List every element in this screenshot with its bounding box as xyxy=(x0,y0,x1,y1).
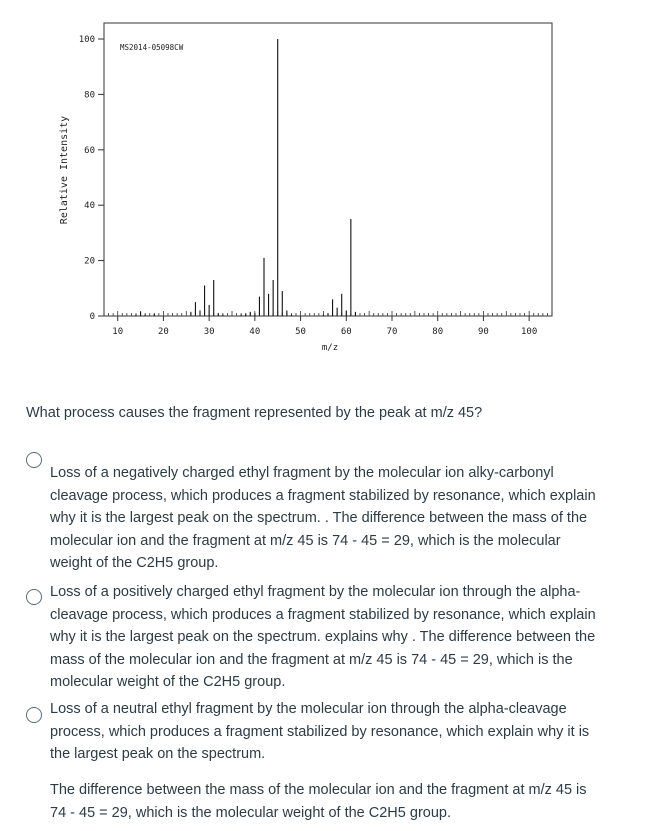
x-tick-label: 80 xyxy=(432,327,444,337)
option-2-radio[interactable] xyxy=(26,589,42,605)
x-tick-label: 10 xyxy=(112,327,124,337)
y-tick-label: 40 xyxy=(84,201,95,212)
y-tick-label: 20 xyxy=(84,256,95,267)
x-axis-label: m/z xyxy=(321,343,339,353)
x-tick-label: 90 xyxy=(478,327,489,337)
plot-frame xyxy=(104,23,552,316)
chart-title: MS2014-05098CW xyxy=(120,43,184,52)
y-tick-label: 0 xyxy=(89,312,95,322)
x-major-ticks xyxy=(112,316,537,337)
y-tick-label: 60 xyxy=(84,145,95,156)
option-1-radio[interactable] xyxy=(26,452,42,468)
x-tick-label: 40 xyxy=(249,327,261,337)
x-tick-label: 30 xyxy=(203,327,215,337)
option-3-extra-text: The difference between the mass of the molecular ion and the fragment at m/z 45 is 74 - 45 = 29, which is the molecular weight of the C2H5 group. xyxy=(50,782,587,821)
question-text: What process causes the fragment represented by the peak at m/z 45? xyxy=(26,405,483,421)
y-tick-label: 80 xyxy=(84,90,95,101)
x-tick-label: 50 xyxy=(295,327,306,337)
peaks xyxy=(136,39,355,316)
x-tick-label: 100 xyxy=(521,327,538,337)
option-3-radio[interactable] xyxy=(26,707,42,723)
option-3-text: Loss of a neutral ethyl fragment by the molecular ion through the alpha-cleavage process, which produces a fragment stabilized by resonance, which explain why it is the largest peak on the spectrum. xyxy=(50,701,590,762)
option-2-text: Loss of a positively charged ethyl fragment by the molecular ion through the alpha-cleavage process, which produces a fragment stabilized by resonance, which explain why it is the largest peak on the spectrum. explains why . The difference between the mass of the molecular ion and the fragment at m/z 45 is 74 - 45 = 29, which is the molecular weight of the C2H5 group. xyxy=(50,584,596,690)
y-ticks xyxy=(79,35,104,322)
y-tick-label: 100 xyxy=(78,35,95,45)
x-tick-label: 60 xyxy=(340,327,352,337)
x-tick-label: 70 xyxy=(386,327,398,337)
x-tick-label: 20 xyxy=(158,327,169,337)
mass-spectrum-chart xyxy=(0,0,657,370)
y-axis-label: Relative Intensity xyxy=(59,115,70,225)
option-1-text: Loss of a negatively charged ethyl fragment by the molecular ion alky-carbonyl cleavage process, which produces a fragment stabilized by resonance, which explain why it is the largest peak on the spectrum. . The difference between the mass of the molecular ion and the fragment at m/z 45 is 74 - 45 = 29, which is the molecular weight of the C2H5 group. xyxy=(50,465,596,571)
